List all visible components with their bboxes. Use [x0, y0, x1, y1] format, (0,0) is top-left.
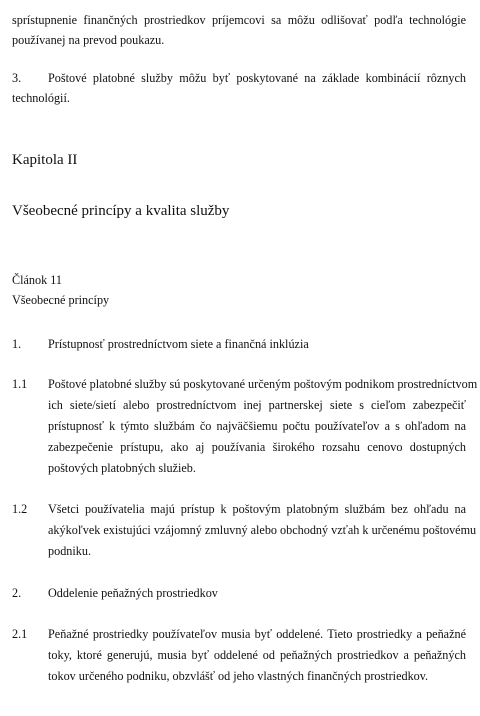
section-2-number: 2. — [12, 586, 22, 600]
clause-1-2-number: 1.2 — [12, 502, 28, 516]
item-3-line-1: Poštové platobné služby môžu byť poskytované na základe kombinácií rôznych — [48, 71, 466, 85]
chapter-title: Kapitola II — [12, 152, 78, 168]
clause-2-1-line-3: tokov určeného podniku, obzvlášť od jeho vlastných finančných prostriedkov. — [48, 669, 429, 683]
section-1-heading: Prístupnosť prostredníctvom siete a finančná inklúzia — [48, 337, 309, 351]
clause-1-2-line-2: akýkoľvek existujúci vzájomný zmluvný alebo obchodný vzťah k určenému poštovému — [48, 523, 477, 537]
intro-line-2: používanej na prevod poukazu. — [12, 33, 165, 47]
clause-1-1-line-5: poštových platobných služieb. — [48, 461, 196, 475]
clause-2-1-line-2: toky, ktoré generujú, musia byť oddelené od peňažných prostriedkov a peňažných — [48, 648, 466, 662]
clause-1-1-number: 1.1 — [12, 377, 28, 391]
clause-2-1-line-1: Peňažné prostriedky používateľov musia byť oddelené. Tieto prostriedky a peňažné — [48, 627, 466, 641]
section-1-number: 1. — [12, 337, 22, 351]
section-2-heading: Oddelenie peňažných prostriedkov — [48, 586, 218, 600]
intro-line-1: sprístupnenie finančných prostriedkov príjemcovi sa môžu odlišovať podľa technológie — [12, 13, 466, 27]
item-3-number: 3. — [12, 71, 22, 85]
article-subtitle: Všeobecné princípy — [12, 293, 110, 307]
item-3-line-2: technológií. — [12, 91, 70, 105]
clause-2-1-number: 2.1 — [12, 627, 28, 641]
chapter-subtitle: Všeobecné princípy a kvalita služby — [12, 203, 230, 219]
clause-1-2-line-1: Všetci používatelia majú prístup k poštovým platobným službám bez ohľadu na — [48, 502, 466, 516]
clause-1-1-line-1: Poštové platobné služby sú poskytované určeným poštovým podnikom prostredníctvom — [48, 377, 478, 391]
article-title: Článok 11 — [12, 273, 62, 287]
clause-1-1-line-4: zabezpečenie prístupu, ako aj používania širokého rozsahu cenovo dostupných — [48, 440, 466, 454]
clause-1-1-line-2: ich siete/sietí alebo prostredníctvom inej partnerskej siete s cieľom zabezpečiť — [48, 398, 466, 412]
clause-1-1-line-3: prístupnosť k týmto službám čo najväčšiemu počtu používateľov a s ohľadom na — [48, 419, 466, 433]
clause-1-2-line-3: podniku. — [48, 544, 91, 558]
